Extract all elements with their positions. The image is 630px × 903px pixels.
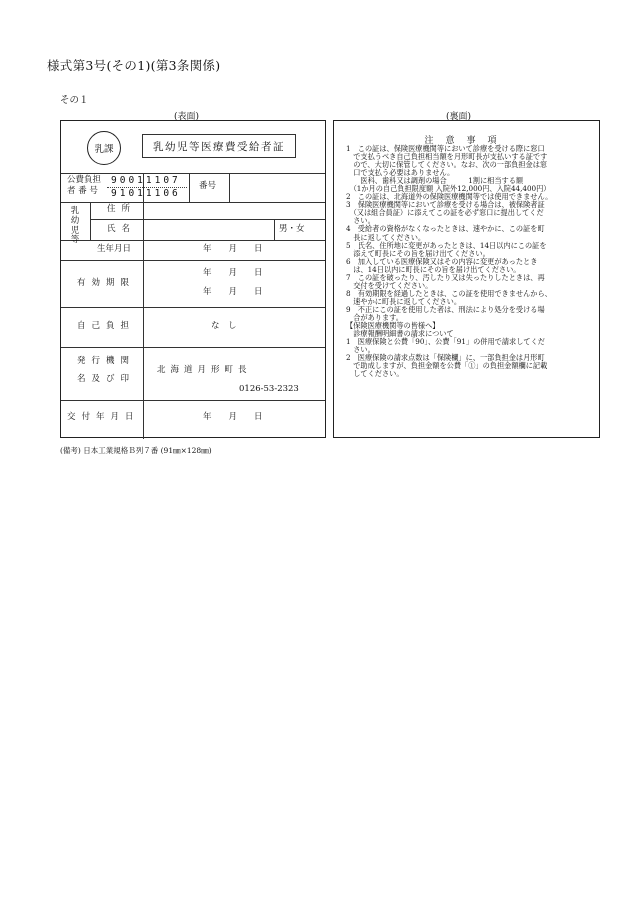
note-line: 7 この証を破ったり、汚したり又は失ったりしたときは、再 <box>346 272 545 282</box>
note-line: で支払うべき自己負担相当額を月形町長が支払いする証です <box>346 152 548 162</box>
note-line: 医科、歯科又は調剤の場合 1割に相当する額 <box>346 176 524 186</box>
birth-date-value: 年 月 日 <box>203 244 263 254</box>
infant-label: 乳幼児等 <box>70 206 80 246</box>
back-side-label: (裏面) <box>446 112 472 122</box>
sex-value: 男・女 <box>279 224 305 234</box>
note-line: ので、大切に保管してください。なお、次の一部負担金は窓 <box>346 160 548 170</box>
department-seal: 乳課 <box>87 131 121 165</box>
issuer-phone: 0126-53-2323 <box>239 384 299 394</box>
certificate-front <box>60 120 326 438</box>
note-line: 6 加入している医療保険又はその内容に変更があったとき <box>346 256 538 266</box>
number-label: 番号 <box>199 181 217 191</box>
payer-number: 90011107 <box>111 175 181 186</box>
notes-heading: 注意事項 <box>424 136 509 146</box>
note-line: 1 この証は、保険医療機関等において診療を受ける際に窓口 <box>346 144 545 153</box>
note-line: 診療報酬明細書の請求について <box>346 329 454 339</box>
issuer-label-2: 名及び印 <box>77 374 136 384</box>
note-line: 4 受給者の資格がなくなったときは、速やかに、この証を町 <box>346 224 545 234</box>
form-title: 様式第3号(その1)(第3条関係) <box>47 58 221 73</box>
note-line: （1か月の自己負担限度額 入院外12,000円、入院44,400円） <box>346 184 551 194</box>
note-line: 【保険医療機関等の皆様へ】 <box>346 321 440 331</box>
validity-to: 年 月 日 <box>203 287 263 297</box>
address-label: 住所 <box>107 204 137 214</box>
note-line: 速やかに町長に返してください。 <box>346 296 462 306</box>
note-line: さい。 <box>346 216 375 226</box>
note-line: 添えて町長にその旨を届け出てください。 <box>346 248 490 258</box>
recipient-number: 91011106 <box>111 188 181 199</box>
validity-label: 有効期限 <box>77 278 136 288</box>
issue-date-value: 年 月 日 <box>203 412 263 422</box>
note-line: 9 不正にこの証を使用した者は、刑法により処分を受ける場 <box>346 304 545 314</box>
payer-number-label-1: 公費負担 <box>67 175 102 185</box>
front-side-label: (表面) <box>174 112 200 122</box>
issue-date-label: 交付年月日 <box>67 412 140 422</box>
issuer-label-1: 発行機関 <box>77 356 136 366</box>
form-subtitle: その１ <box>60 95 89 106</box>
copay-label: 自己負担 <box>77 321 136 331</box>
note-line: してください。 <box>346 369 404 379</box>
note-line: は、14日以内に町長にその旨を届け出てください。 <box>346 264 521 274</box>
note-line: 3 保険医療機関等において診療を受ける場合は、被保険者証 <box>346 200 545 210</box>
note-line: 5 氏名、住所地に変更があったときは、14日以内にこの証を <box>346 240 547 250</box>
size-remark: (備考) 日本工業規格Ｂ列７番 (91㎜×128㎜) <box>60 446 212 455</box>
note-line: 合があります。 <box>346 312 403 322</box>
note-line: 2 医療保険の請求点数は「保険欄」に、一部負担金は月形町 <box>346 353 545 363</box>
note-line: で助成しますが、負担金額を公費「①」の負担金額欄に記載 <box>346 361 548 371</box>
note-line: 口で支払う必要はありません。 <box>346 168 455 178</box>
note-line: 交付を受けてください。 <box>346 280 433 290</box>
certificate-title: 乳幼児等医療費受給者証 <box>142 134 296 158</box>
note-line: （又は組合員証）に添えてこの証を必ず窓口に提出してくだ <box>346 208 544 218</box>
note-line: さい。 <box>346 345 375 355</box>
payer-number-label-2: 者 番 号 <box>67 186 98 196</box>
issuer-name: 北海道月形町長 <box>157 365 252 375</box>
name-label: 氏名 <box>107 224 137 234</box>
note-line: 8 有効期限を経過したときは、この証を使用できませんから、 <box>346 288 552 298</box>
validity-from: 年 月 日 <box>203 268 263 278</box>
copay-value: な し <box>211 321 237 331</box>
note-line: 1 医療保険と公費「90」、公費「91」の併用で請求してくだ <box>346 337 545 347</box>
certificate-back <box>333 120 600 438</box>
notes-list <box>346 145 587 378</box>
note-line: 2 この証は、北海道外の保険医療機関等では使用できません。 <box>346 192 553 202</box>
note-line: 長に返してください。 <box>346 232 426 242</box>
birth-date-label: 生年月日 <box>97 244 132 254</box>
